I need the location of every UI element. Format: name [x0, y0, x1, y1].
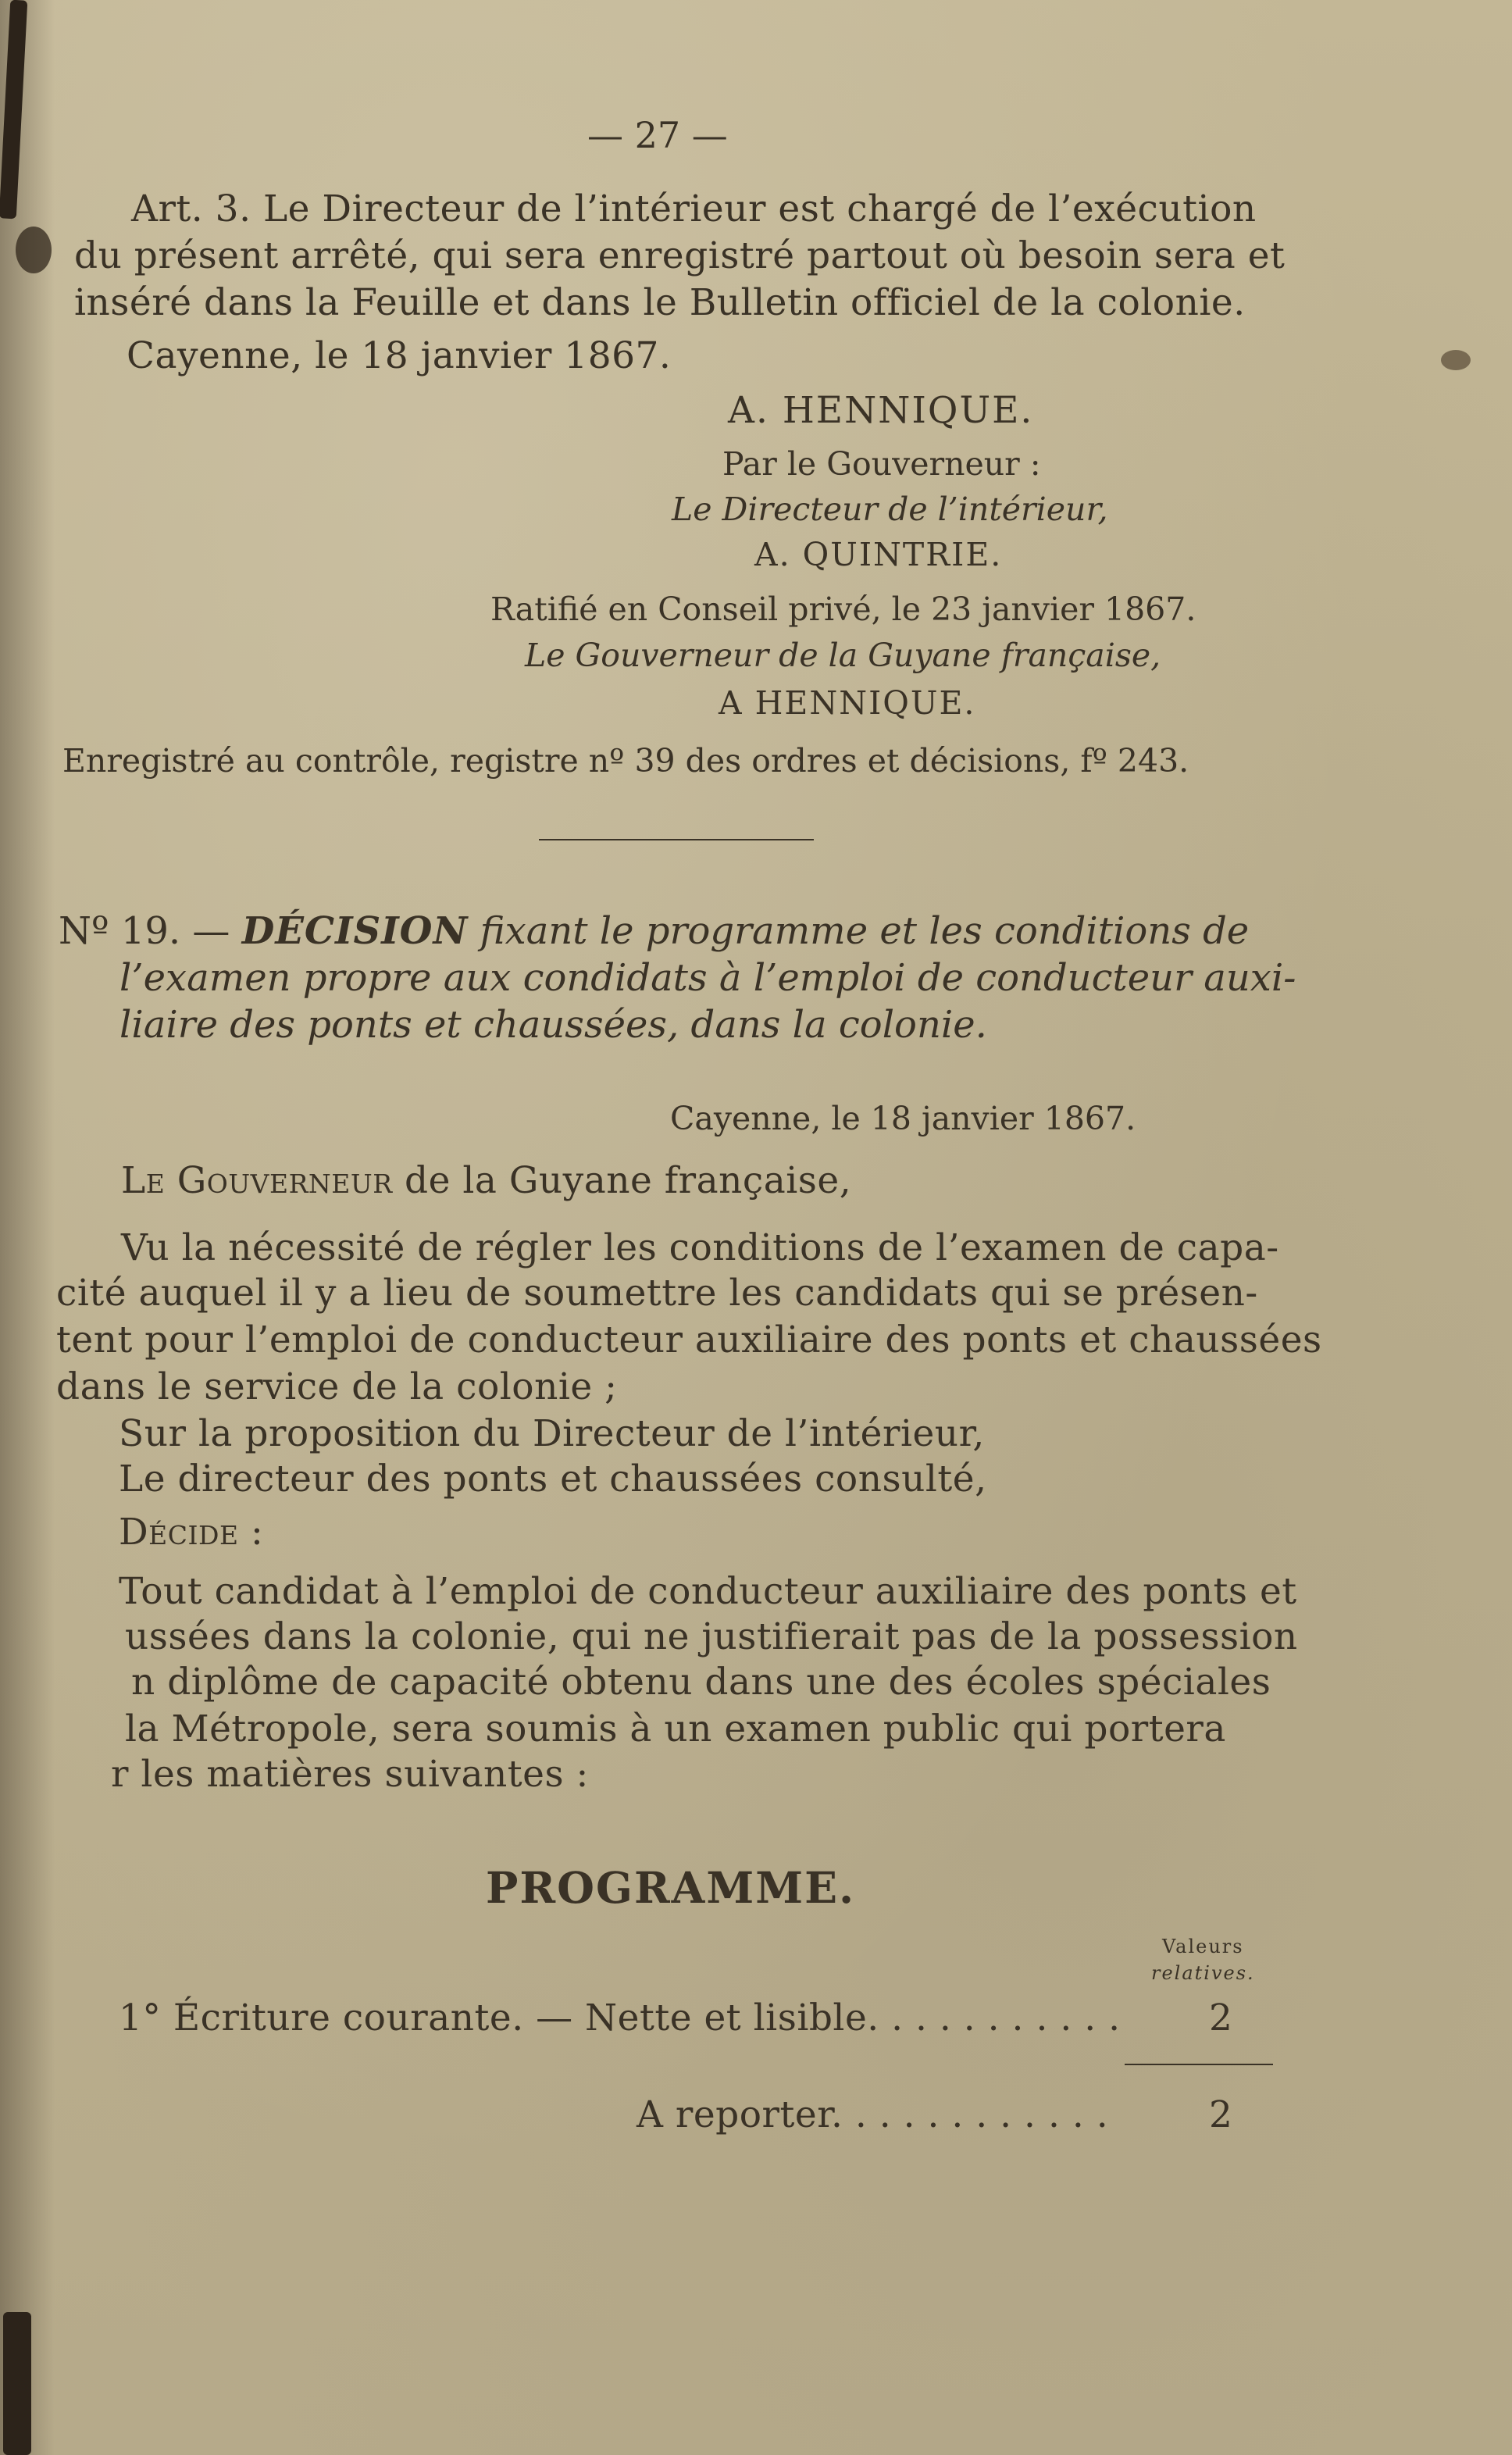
- registration-line: Enregistré au contrôle, registre nº 39 des ordres et décisions, fº 243.: [62, 742, 1189, 780]
- decision-heading-line-2: l’examen propre aux condidats à l’emploi de conducteur auxi-: [119, 956, 1296, 1000]
- decision-title-rest: fixant le programme et les conditions de: [480, 909, 1250, 953]
- programme-heading: PROGRAMME.: [486, 1862, 856, 1913]
- decision-heading-line-1: [59, 909, 1249, 953]
- carry-forward-label: A reporter. . . . . . . . . . . .: [637, 2093, 1109, 2136]
- preamble-le-directeur: Le directeur des ponts et chaussées consulté,: [119, 1458, 987, 1500]
- dateline-1: Cayenne, le 18 janvier 1867.: [127, 334, 672, 377]
- preamble-decide: Décide :: [119, 1511, 264, 1554]
- article-line-3: inséré dans la Feuille et dans le Bulletin officiel de la colonie.: [74, 281, 1246, 324]
- signature-governor: A. HENNIQUE.: [728, 389, 1034, 432]
- ratification-line: Ratifié en Conseil privé, le 23 janvier 1867.: [490, 591, 1196, 628]
- column-header-valeurs: Valeurs: [1162, 1936, 1244, 1957]
- signature-governor-name: A HENNIQUE.: [719, 684, 976, 722]
- page-number: — 27 —: [587, 114, 728, 156]
- preamble-vu-line-2: cité auquel il y a lieu de soumettre les candidats qui se présen-: [56, 1272, 1258, 1315]
- decision-number: Nº 19. —: [59, 909, 230, 953]
- tout-line-5: r les matières suivantes :: [111, 1753, 589, 1796]
- carry-forward-value: 2: [1209, 2093, 1233, 2136]
- article-line-1: Art. 3. Le Directeur de l’intérieur est chargé de l’exécution: [131, 187, 1257, 230]
- decision-heading-line-3: liaire des ponts et chaussées, dans la colonie.: [119, 1003, 987, 1047]
- dateline-2: Cayenne, le 18 janvier 1867.: [670, 1100, 1136, 1137]
- preamble-vu-line-3: tent pour l’emploi de conducteur auxiliaire des ponts et chaussées: [56, 1318, 1322, 1361]
- signature-director-title: Le Directeur de l’intérieur,: [672, 491, 1108, 528]
- programme-item-1-label: 1° Écriture courante. — Nette et lisible. . . . . . . . . . .: [119, 1996, 1121, 2039]
- programme-item-1-value: 2: [1209, 1996, 1233, 2039]
- sum-rule: [1125, 2064, 1273, 2065]
- article-line-2: du présent arrêté, qui sera enregistré partout où besoin sera et: [74, 234, 1286, 277]
- tout-line-4: la Métropole, sera soumis à un examen public qui portera: [125, 1707, 1226, 1750]
- column-header-relatives: relatives.: [1151, 1962, 1255, 1984]
- ink-spot: [16, 227, 52, 273]
- page-edge-shadow: [0, 0, 55, 2455]
- preamble-vu-line-4: dans le service de la colonie ;: [56, 1365, 618, 1408]
- section-divider: [539, 839, 814, 840]
- tout-line-3: n diplôme de capacité obtenu dans une des écoles spéciales: [131, 1661, 1271, 1704]
- preamble-vu-line-1: Vu la nécessité de régler les conditions de l’examen de capa-: [121, 1226, 1279, 1269]
- tout-line-2: ussées dans la colonie, qui ne justifierait pas de la possession: [125, 1615, 1298, 1658]
- preamble-sur: Sur la proposition du Directeur de l’intérieur,: [119, 1412, 985, 1455]
- binding-mark-bottom: [3, 2312, 31, 2455]
- gouverneur-rest: de la Guyane française,: [405, 1159, 852, 1202]
- tout-line-1: Tout candidat à l’emploi de conducteur auxiliaire des ponts et: [119, 1570, 1297, 1613]
- decision-title-word: DÉCISION: [241, 909, 469, 953]
- signature-par: Par le Gouverneur :: [722, 445, 1041, 483]
- signature-director-name: A. QUINTRIE.: [754, 536, 1003, 573]
- signature-governor-title: Le Gouverneur de la Guyane française,: [525, 637, 1161, 674]
- preamble-gouverneur: [121, 1159, 851, 1202]
- gouverneur-smallcaps: Le Gouverneur: [121, 1159, 393, 1202]
- ink-spot: [1441, 350, 1471, 370]
